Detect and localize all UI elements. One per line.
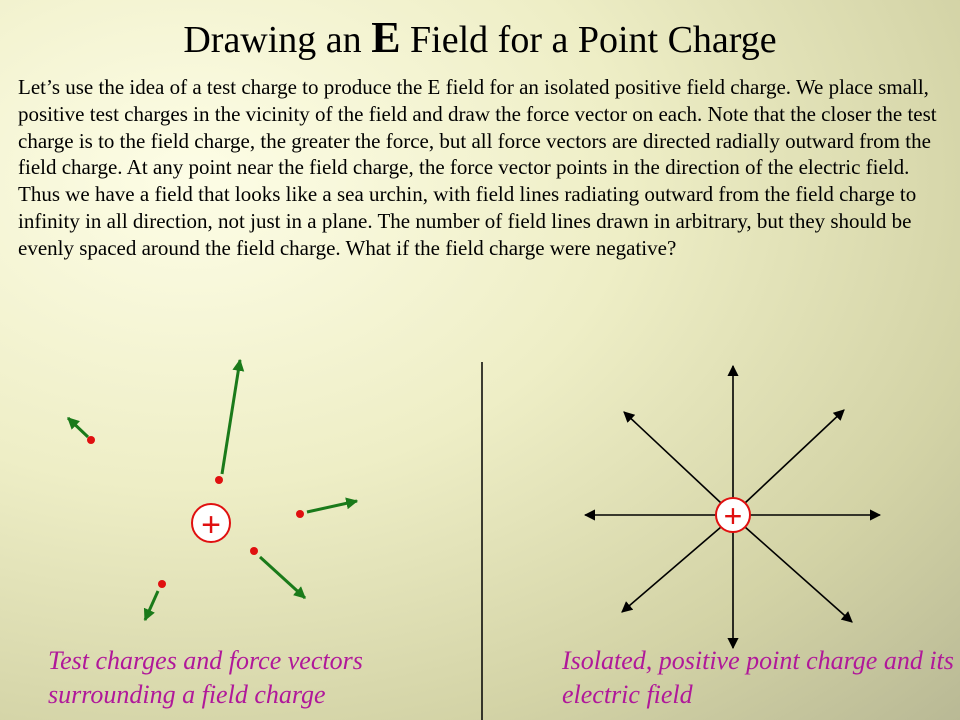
field-charge-left-symbol: +: [201, 506, 221, 544]
force-vector: [307, 501, 357, 512]
field-line-northwest: [624, 412, 721, 503]
title-symbol: E: [371, 13, 401, 62]
test-charge-dot: [250, 547, 258, 555]
field-charge-right-symbol: +: [723, 498, 743, 534]
test-charge-dot: [296, 510, 304, 518]
field-line-southwest: [622, 527, 721, 612]
test-charge-dot: [215, 476, 223, 484]
field-line-northeast: [745, 410, 844, 503]
field-line-southeast: [745, 527, 852, 622]
test-charge-3: [296, 501, 357, 518]
right-diagram: [585, 366, 880, 648]
test-charge-5: [145, 580, 166, 620]
force-vector: [145, 591, 158, 620]
force-vector: [68, 418, 88, 437]
right-caption: Isolated, positive point charge and its electric field: [562, 646, 954, 709]
title-suffix: Field for a Point Charge: [400, 19, 777, 61]
test-charge-1: [68, 418, 95, 444]
test-charge-dot: [87, 436, 95, 444]
test-charge-4: [250, 547, 305, 598]
force-vector: [222, 360, 240, 474]
title-prefix: Drawing an: [183, 19, 372, 61]
left-caption: Test charges and force vectors surrounding a field charge: [48, 646, 363, 709]
left-diagram: [68, 360, 357, 620]
test-charge-2: [215, 360, 240, 484]
force-vector: [260, 557, 305, 598]
test-charge-dot: [158, 580, 166, 588]
body-paragraph: Let’s use the idea of a test charge to produce the E field for an isolated positive field charge. We place small, positive test charges in the vicinity of the field and draw the force vector on each. Note that the closer the test charge is to the field charge, the greater the force, but all force vectors are directed radially outward from the field charge. At any point near the field charge, the force vector points in the direction of the electric field. Thus we have a field that looks like a sea urchin, with field lines radiating outward from the field charge to infinity in all direction, not just in a plane. The number of field lines drawn in arbitrary, but they should be evenly spaced around the field charge. What if the field charge were negative?: [18, 75, 937, 260]
